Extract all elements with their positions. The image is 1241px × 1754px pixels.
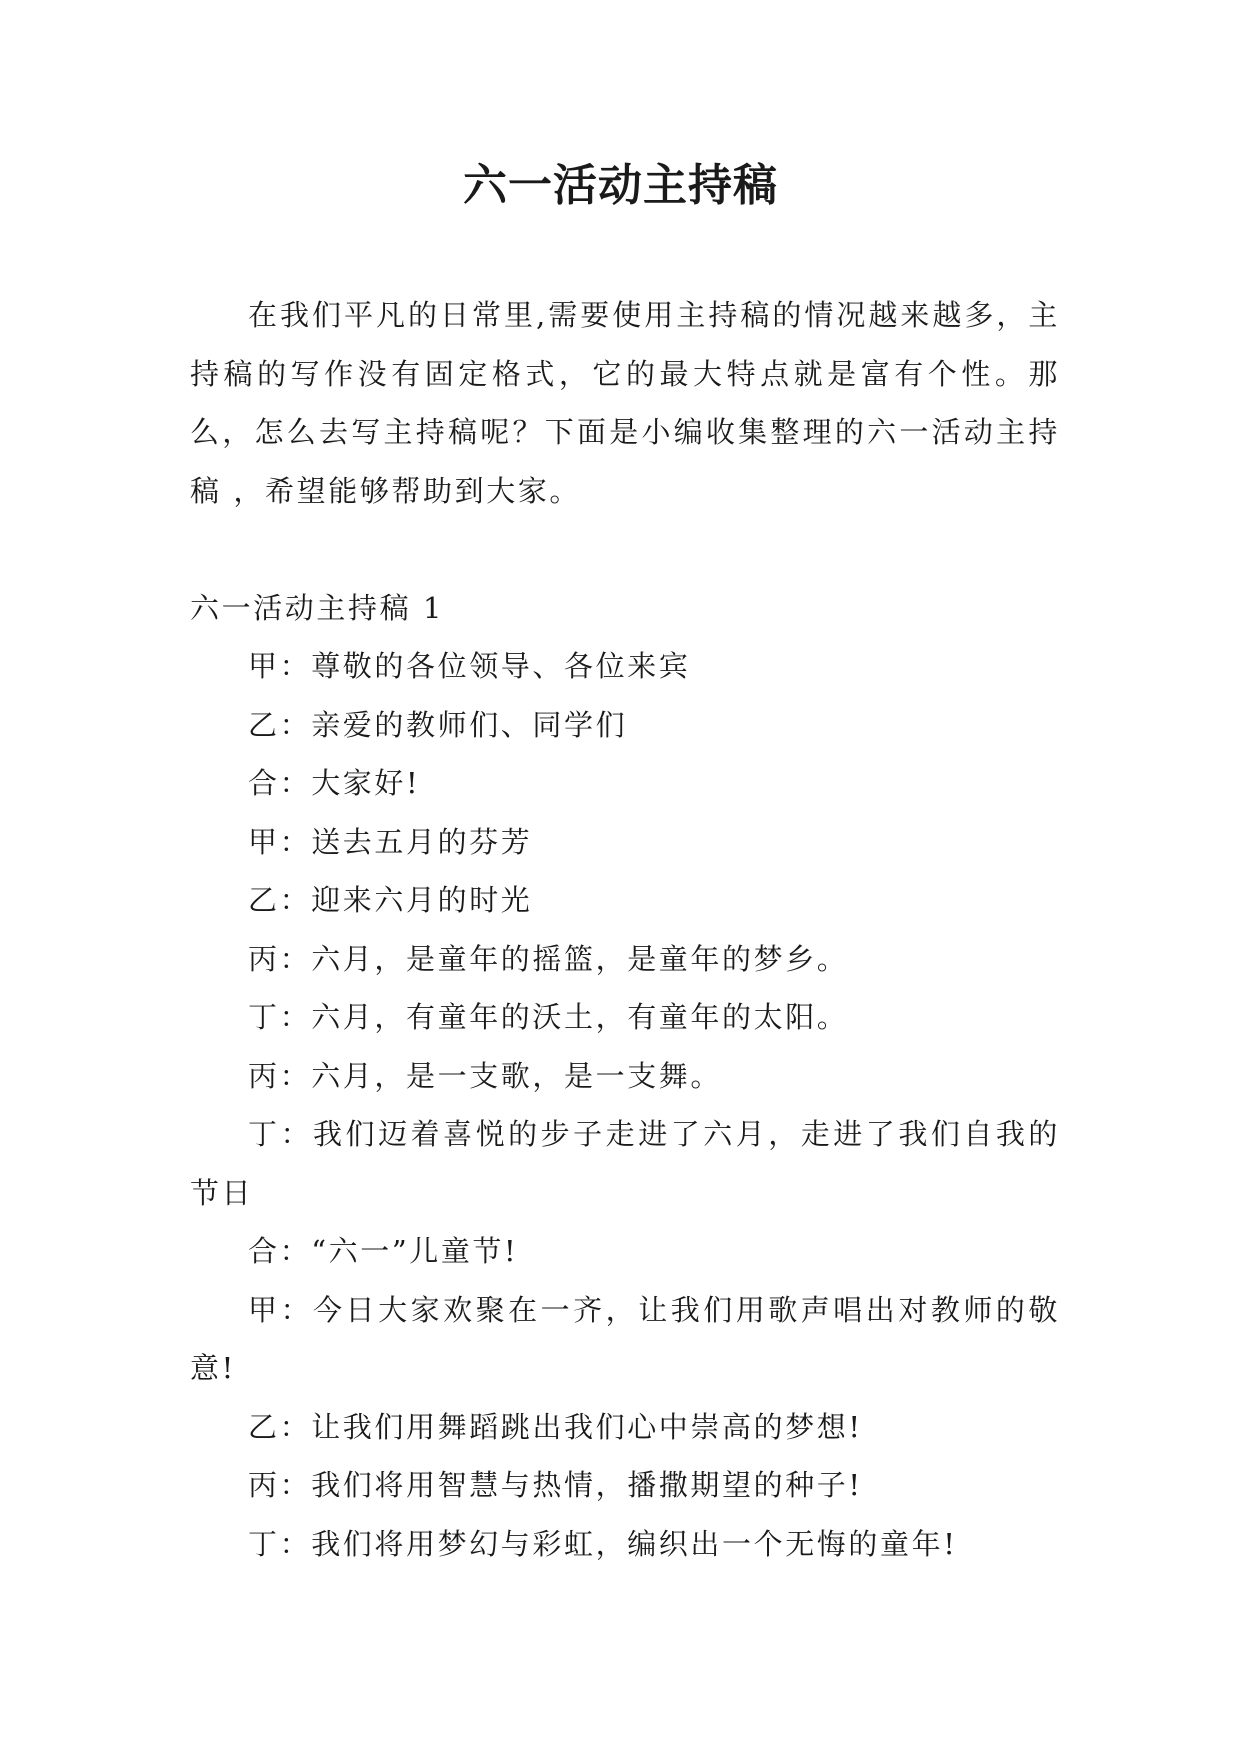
dialogue-line: 合：“六一”儿童节! [248,1234,519,1268]
dialogue-line: 乙：亲爱的教师们、同学们 [248,707,628,742]
dialogue-line: 丁：我们迈着喜悦的步子走进了六月，走进了我们自我的节日 [190,1117,1060,1210]
document-body [190,286,1060,1573]
dialogue-line: 合：大家好! [248,766,421,800]
dialogue-line: 甲：尊敬的各位领导、各位来宾 [248,649,691,683]
dialogue-line: 丙：我们将用智慧与热情，播撒期望的种子! [248,1468,863,1502]
dialogue-line: 甲：送去五月的芬芳 [248,824,533,859]
dialogue-line: 丙：六月，是童年的摇篮，是童年的梦乡。 [248,941,849,976]
dialogue-line: 丙：六月，是一支歌，是一支舞。 [248,1058,723,1093]
dialogue-line: 乙：让我们用舞蹈跳出我们心中崇高的梦想! [248,1409,863,1444]
paragraph-spacer [190,520,1060,579]
dialogue-line: 丁：我们将用梦幻与彩虹，编织出一个无悔的童年! [248,1526,958,1561]
dialogue-line: 乙：迎来六月的时光 [248,883,533,917]
dialogue-line: 丁：六月，有童年的沃土，有童年的太阳。 [248,1000,849,1034]
intro-paragraph: 在我们平凡的日常里,需要使用主持稿的情况越来越多，主持稿的写作没有固定格式，它的最大特点就是富有个性。那么，怎么去写主持稿呢？下面是小编收集整理的六一活动主持稿 ，希望能够帮助到大家。 [190,298,1060,508]
dialogue-line: 甲：今日大家欢聚在一齐，让我们用歌声唱出对教师的敬意! [190,1292,1060,1385]
section-heading: 六一活动主持稿 1 [190,590,445,625]
document-title: 六一活动主持稿 [463,160,778,211]
